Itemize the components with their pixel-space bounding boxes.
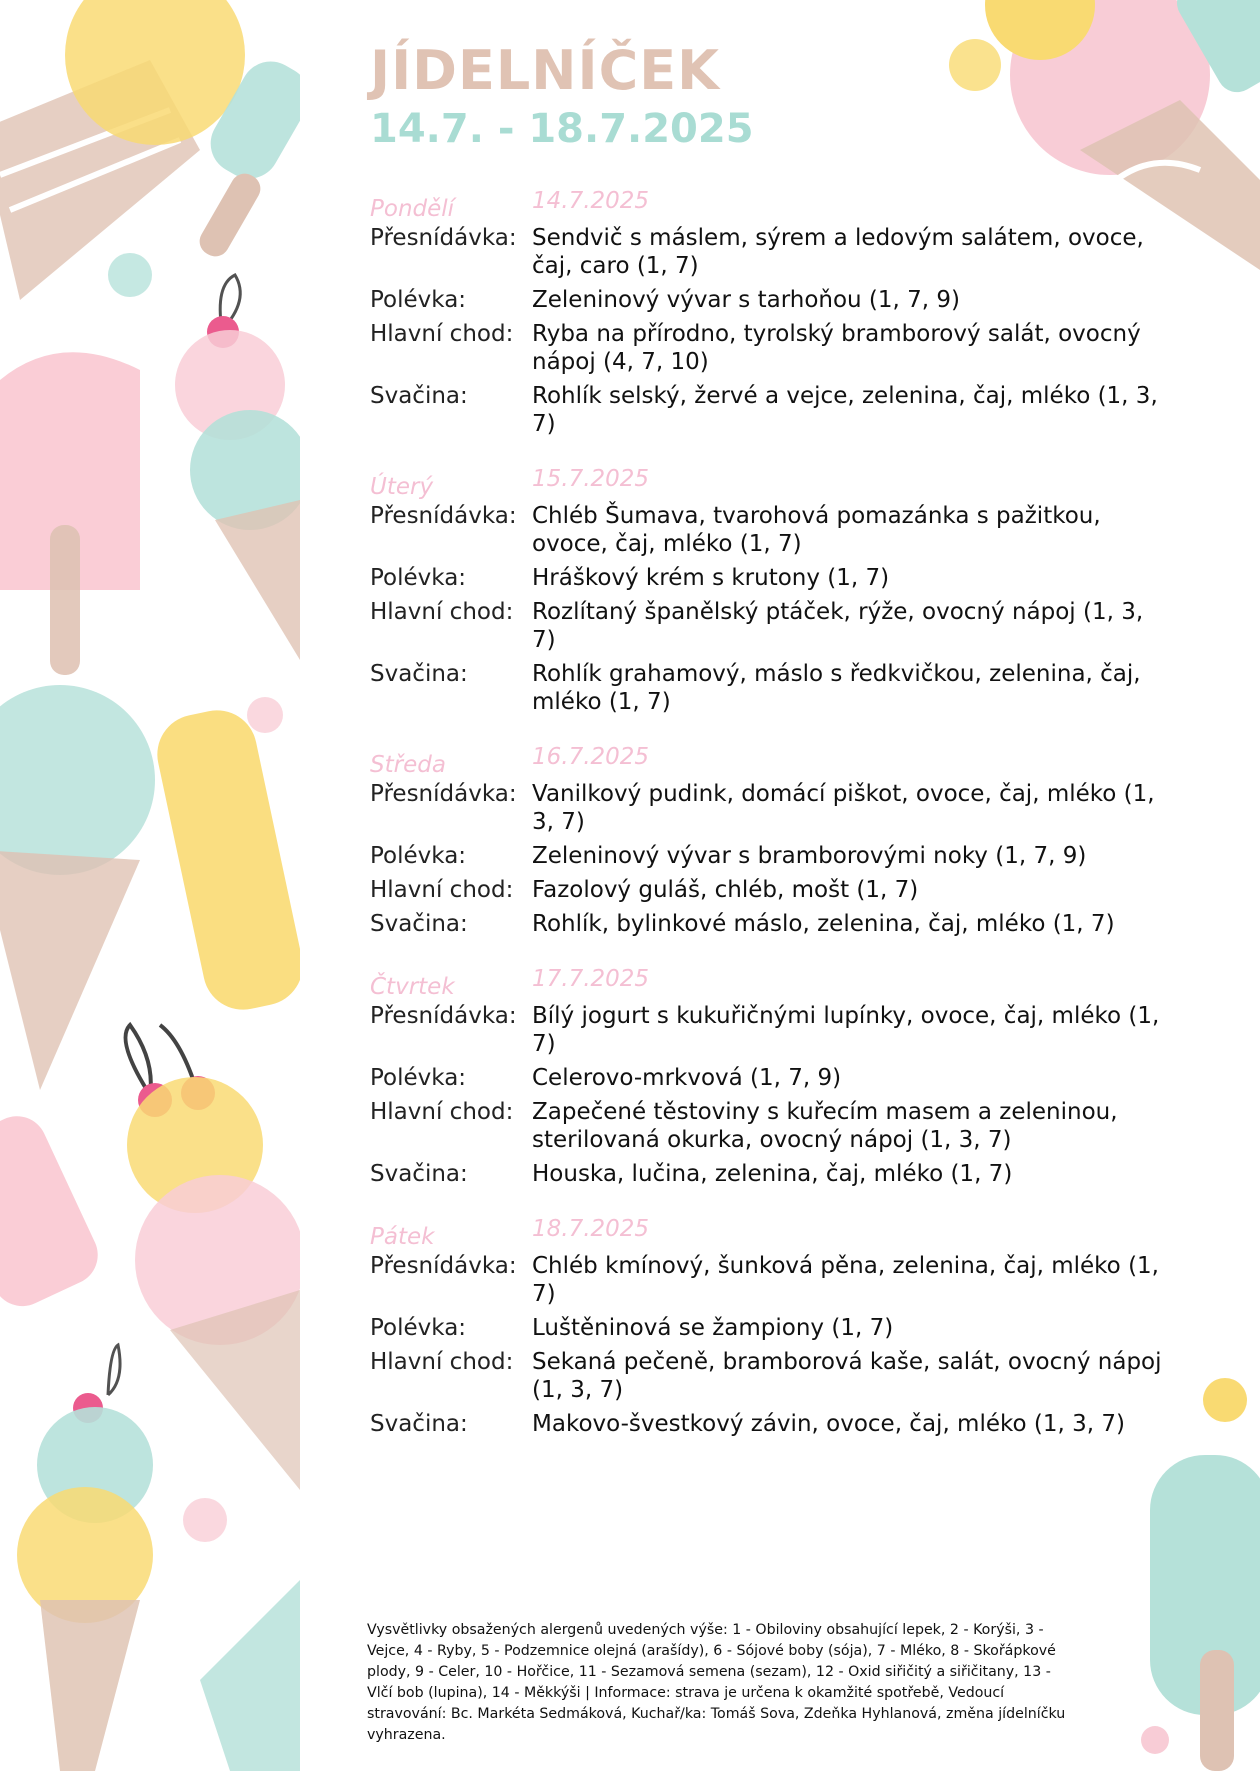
- meal-row: [370, 502, 1190, 558]
- meal-text: Sekaná pečeně, bramborová kaše, salát, ovocný nápoj (1, 3, 7): [532, 1349, 1162, 1403]
- meal-row: [370, 780, 1190, 836]
- meal-row: [370, 842, 1190, 870]
- meal-text: Rohlík selský, žervé a vejce, zelenina, čaj, mléko (1, 3, 7): [532, 383, 1158, 437]
- meal-text: Chléb Šumava, tvarohová pomazánka s pažitkou, ovoce, čaj, mléko (1, 7): [532, 503, 1101, 557]
- meal-label: Hlavní chod:: [370, 1349, 514, 1375]
- meal-text: Fazolový guláš, chléb, mošt (1, 7): [532, 877, 919, 903]
- days-list: [370, 188, 1190, 1438]
- meal-row: [370, 598, 1190, 654]
- day-header: [370, 188, 1190, 222]
- day-header: [370, 1216, 1190, 1250]
- meal-text: Chléb kmínový, šunková pěna, zelenina, čaj, mléko (1, 7): [532, 1253, 1159, 1307]
- meal-text: Rohlík grahamový, máslo s ředkvičkou, zelenina, čaj, mléko (1, 7): [532, 661, 1141, 715]
- meal-row: [370, 1252, 1190, 1308]
- day-block: [370, 188, 1190, 438]
- meal-label: Polévka:: [370, 1065, 467, 1091]
- meal-row: [370, 1064, 1190, 1092]
- day-name: Středa: [370, 752, 446, 778]
- meal-row: [370, 1002, 1190, 1058]
- meal-row: [370, 1348, 1190, 1404]
- day-block: [370, 466, 1190, 716]
- day-date: 16.7.2025: [532, 744, 650, 770]
- meal-text: Vanilkový pudink, domácí piškot, ovoce, čaj, mléko (1, 3, 7): [532, 781, 1155, 835]
- meal-text: Luštěninová se žampiony (1, 7): [532, 1315, 894, 1341]
- meal-label: Svačina:: [370, 1411, 468, 1437]
- meal-row: [370, 224, 1190, 280]
- meal-text: Hráškový krém s krutony (1, 7): [532, 565, 890, 591]
- day-name: Pondělí: [370, 196, 455, 222]
- day-name: Pátek: [370, 1224, 435, 1250]
- meal-label: Hlavní chod:: [370, 877, 514, 903]
- menu-content: [370, 38, 1190, 1438]
- date-range: 14.7. - 18.7.2025: [370, 106, 754, 152]
- meal-label: Polévka:: [370, 287, 467, 313]
- allergen-footnote: Vysvětlivky obsažených alergenů uvedených výše: 1 - Obiloviny obsahující lepek, 2 - Korýši, 3 - Vejce, 4 - Ryby, 5 - Podzemnice olejná (arašídy), 6 - Sójové boby (sója), 7 - Mléko, 8 - Skořápkové plody, 9 - Celer, 10 - Hořčice, 11 - Sezamová semena (sezam), 12 - Oxid siřičitý a siřičitany, 13 - Vlčí bob (lupina), 14 - Měkkýši | Informace: strava je určena k okamžité spotřebě, Vedoucí stravování: Bc. Markéta Sedmáková, Kuchař/ka: Tomáš Sova, Zdeňka Hyhlanová, změna jídelníčku vyhrazena.: [367, 1622, 1066, 1743]
- meal-row: [370, 382, 1190, 438]
- day-date: 17.7.2025: [532, 966, 650, 992]
- meal-text: Zapečené těstoviny s kuřecím masem a zeleninou, sterilovaná okurka, ovocný nápoj (1, 3, 7): [532, 1099, 1118, 1153]
- meal-text: Houska, lučina, zelenina, čaj, mléko (1, 7): [532, 1161, 1013, 1187]
- meal-text: Bílý jogurt s kukuřičnými lupínky, ovoce, čaj, mléko (1, 7): [532, 1003, 1160, 1057]
- meal-text: Rozlítaný španělský ptáček, rýže, ovocný nápoj (1, 3, 7): [532, 599, 1144, 653]
- meal-label: Svačina:: [370, 661, 468, 687]
- day-header: [370, 966, 1190, 1000]
- day-block: [370, 1216, 1190, 1438]
- meal-text: Sendvič s máslem, sýrem a ledovým salátem, ovoce, čaj, caro (1, 7): [532, 225, 1144, 279]
- day-header: [370, 466, 1190, 500]
- meal-label: Hlavní chod:: [370, 321, 514, 347]
- meal-text: Ryba na přírodno, tyrolský bramborový salát, ovocný nápoj (4, 7, 10): [532, 321, 1141, 375]
- meal-row: [370, 1410, 1190, 1438]
- meal-label: Přesnídávka:: [370, 503, 517, 529]
- day-date: 15.7.2025: [532, 466, 650, 492]
- meal-row: [370, 660, 1190, 716]
- day-date: 14.7.2025: [532, 188, 650, 214]
- day-name: Úterý: [370, 474, 434, 500]
- meal-row: [370, 910, 1190, 938]
- meal-text: Makovo-švestkový závin, ovoce, čaj, mléko (1, 3, 7): [532, 1411, 1125, 1437]
- meal-row: [370, 1314, 1190, 1342]
- meal-label: Polévka:: [370, 1315, 467, 1341]
- meal-label: Přesnídávka:: [370, 225, 517, 251]
- meal-text: Celerovo-mrkvová (1, 7, 9): [532, 1065, 842, 1091]
- day-name: Čtvrtek: [370, 974, 455, 1000]
- meal-row: [370, 564, 1190, 592]
- meal-label: Svačina:: [370, 1161, 468, 1187]
- meal-label: Polévka:: [370, 843, 467, 869]
- meal-label: Přesnídávka:: [370, 781, 517, 807]
- meal-label: Svačina:: [370, 911, 468, 937]
- meal-text: Rohlík, bylinkové máslo, zelenina, čaj, mléko (1, 7): [532, 911, 1115, 937]
- day-date: 18.7.2025: [532, 1216, 650, 1242]
- meal-row: [370, 320, 1190, 376]
- meal-row: [370, 1160, 1190, 1188]
- meal-label: Přesnídávka:: [370, 1003, 517, 1029]
- day-block: [370, 744, 1190, 938]
- meal-label: Hlavní chod:: [370, 599, 514, 625]
- meal-row: [370, 1098, 1190, 1154]
- meal-label: Hlavní chod:: [370, 1099, 514, 1125]
- meal-row: [370, 876, 1190, 904]
- page-title: JÍDELNÍČEK: [370, 39, 720, 102]
- meal-text: Zeleninový vývar s bramborovými noky (1, 7, 9): [532, 843, 1087, 869]
- meal-label: Svačina:: [370, 383, 468, 409]
- meal-label: Přesnídávka:: [370, 1253, 517, 1279]
- meal-row: [370, 286, 1190, 314]
- day-block: [370, 966, 1190, 1188]
- day-header: [370, 744, 1190, 778]
- meal-label: Polévka:: [370, 565, 467, 591]
- meal-text: Zeleninový vývar s tarhoňou (1, 7, 9): [532, 287, 961, 313]
